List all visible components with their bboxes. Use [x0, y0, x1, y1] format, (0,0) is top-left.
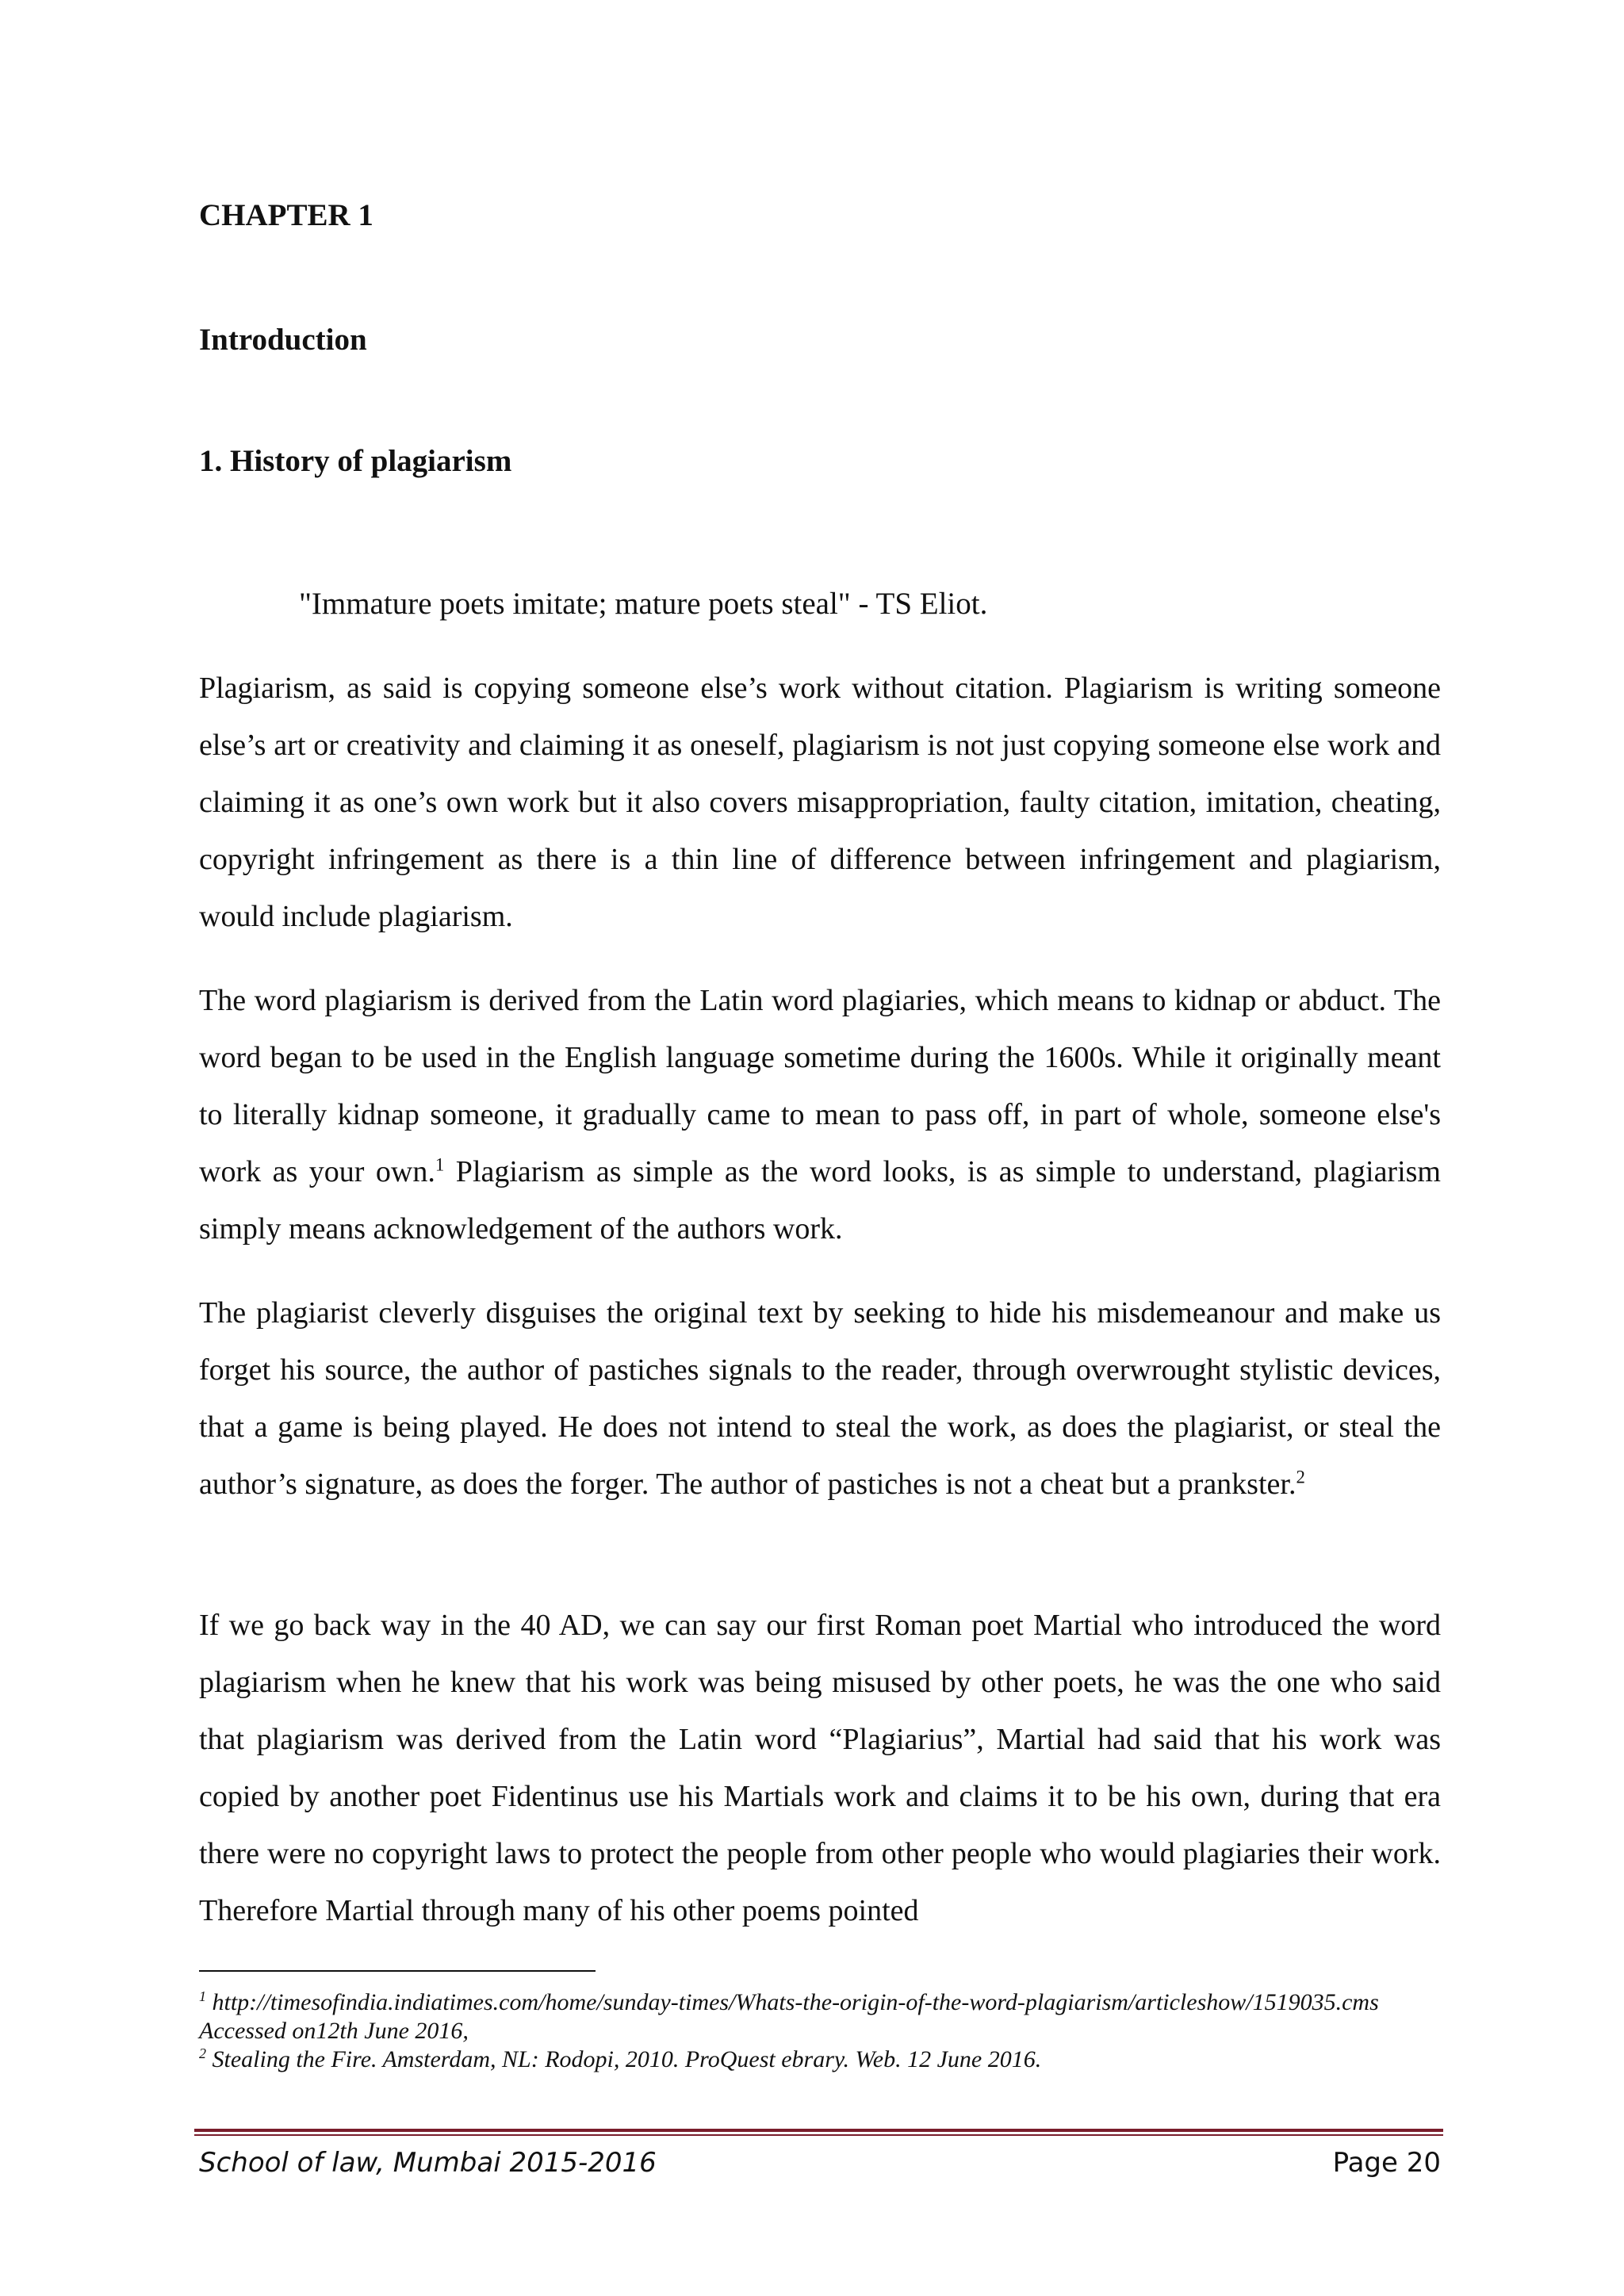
- paragraph-3-text: The plagiarist cleverly disguises the original text by seeking to hide his misdemeanour and make us forget his source, the author of pastiches signals to the reader, through overwrought stylistic devices, that a game is being played. He does not intend to steal the work, as does the plagiarist, or steal the author’s signature, as does the forger. The author of pastiches is not a cheat but a prankster.: [199, 1296, 1441, 1501]
- section-heading: 1. History of plagiarism: [199, 444, 512, 478]
- introduction-heading: Introduction: [199, 323, 367, 357]
- paragraph-2: [199, 972, 1441, 1257]
- footnote-divider: [199, 1970, 596, 1972]
- footnote-1-text[interactable]: http://timesofindia.indiatimes.com/home/sunday-times/Whats-the-origin-of-the-word-plagiarism/articleshow/1519035.cms Accessed on12th June 2016,: [199, 1989, 1379, 2044]
- paragraph-4: If we go back way in the 40 AD, we can say our first Roman poet Martial who introduced the word plagiarism when he knew that his work was being misused by other poets, he was the one who said that plagiarism was derived from the Latin word “Plagiarius”, Martial had said that his work was copied by another poet Fidentinus use his Martials work and claims it to be his own, during that era there were no copyright laws to protect the people from other people who would plagiaries their work. Therefore Martial through many of his other poems pointed: [199, 1609, 1441, 1927]
- paragraph-2-text-b: Plagiarism as simple as the word looks, is as simple to understand, plagiarism simply means acknowledgement of the authors work.: [199, 1155, 1441, 1246]
- paragraph-2-text-a: The word plagiarism is derived from the Latin word plagiaries, which means to kidnap or abduct. The word began to be used in the English language sometime during the 1600s. While it originally meant to literally kidnap someone, it gradually came to mean to pass off, in part of whole, someone else's work as your own.: [199, 984, 1441, 1188]
- paragraph-1: Plagiarism, as said is copying someone else’s work without citation. Plagiarism is writing someone else’s art or creativity and claiming it as oneself, plagiarism is not just copying someone else work and claiming it as one’s own work but it also covers misappropriation, faulty citation, imitation, cheating, copyright infringement as there is a thin line of difference between infringement and plagiarism, would include plagiarism.: [199, 672, 1441, 933]
- epigraph-quote: "Immature poets imitate; mature poets steal" - TS Eliot.: [299, 587, 988, 621]
- chapter-heading: CHAPTER 1: [199, 198, 373, 232]
- footnote-1: [199, 1988, 1441, 2045]
- footnote-ref-1[interactable]: 1: [435, 1154, 445, 1175]
- footnote-2-number: 2: [199, 2045, 206, 2061]
- paragraph-3: [199, 1284, 1441, 1513]
- footnote-2-text: Stealing the Fire. Amsterdam, NL: Rodopi, 2010. ProQuest ebrary. Web. 12 June 2016.: [206, 2046, 1042, 2072]
- footnote-ref-2[interactable]: 2: [1296, 1467, 1305, 1487]
- footer-rule-thin: [194, 2134, 1443, 2136]
- footer-school: School of law, Mumbai 2015-2016: [199, 2147, 657, 2179]
- footer-page-number: Page 20: [1332, 2147, 1441, 2179]
- footer-rule-thick: [194, 2129, 1443, 2132]
- footnote-2: [199, 2045, 1441, 2074]
- footnote-1-number: 1: [199, 1988, 206, 2004]
